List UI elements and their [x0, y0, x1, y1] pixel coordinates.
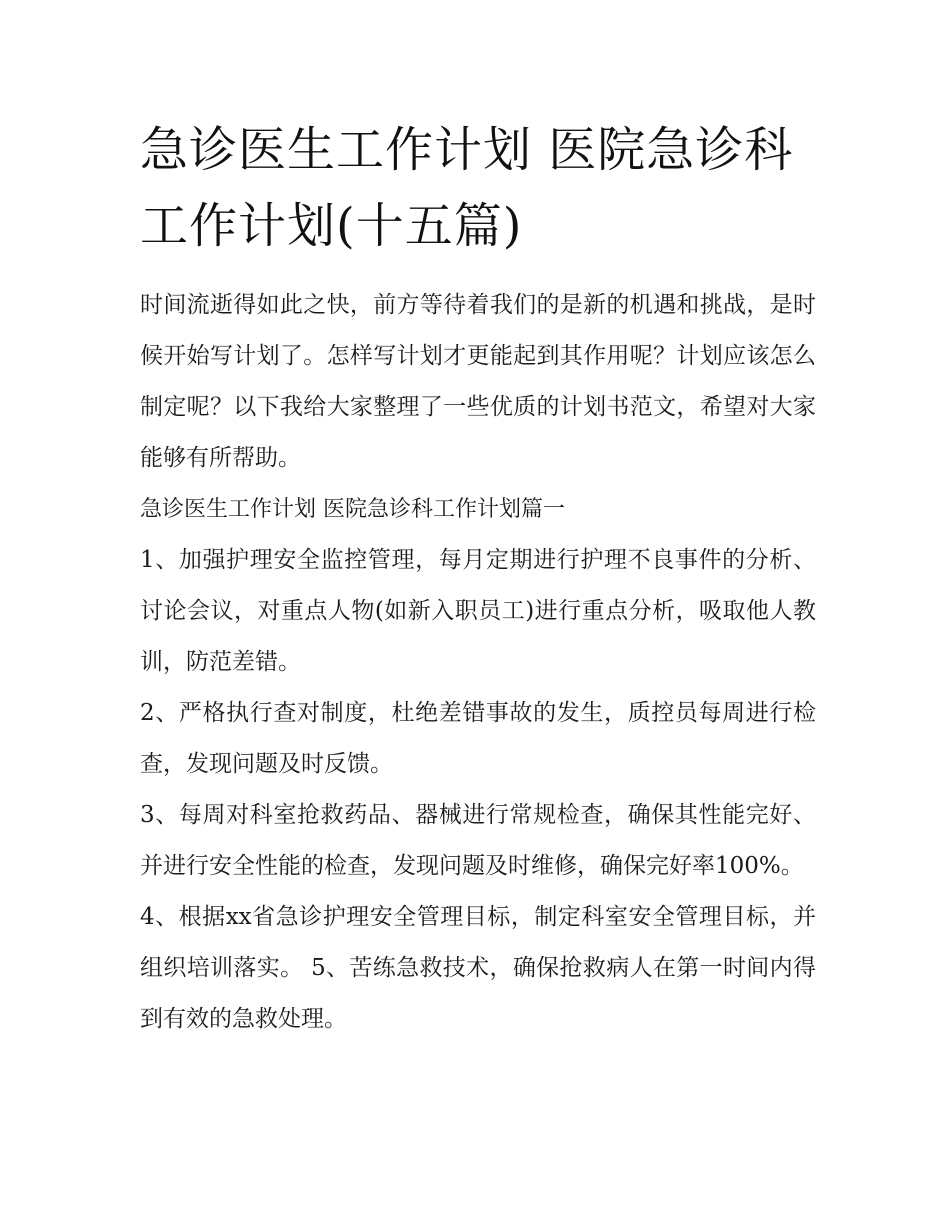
- intro-paragraph: 时间流逝得如此之快，前方等待着我们的是新的机遇和挑战，是时候开始写计划了。怎样写计划才更能起到其作用呢？计划应该怎么制定呢？以下我给大家整理了一些优质的计划书范文，希望对大家能够有所帮助。: [140, 292, 816, 471]
- document-title: 急诊医生工作计划 医院急诊科工作计划(十五篇): [140, 122, 794, 254]
- list-item: 4、根据xx省急诊护理安全管理目标，制定科室安全管理目标，并组织培训落实。 5、苦练急救技术，确保抢救病人在第一时间内得到有效的急救处理。: [140, 904, 816, 1032]
- document-page: [140, 112, 816, 1045]
- list-item: 3、每周对科室抢救药品、器械进行常规检查，确保其性能完好、并进行安全性能的检查，发现问题及时维修，确保完好率100%。: [140, 802, 816, 879]
- list-item: 2、严格执行查对制度，杜绝差错事故的发生，质控员每周进行检查，发现问题及时反馈。: [140, 700, 816, 777]
- list-item: 1、加强护理安全监控管理，每月定期进行护理不良事件的分析、讨论会议，对重点人物(如新入职员工)进行重点分析，吸取他人教训，防范差错。: [140, 547, 816, 675]
- section-heading: 急诊医生工作计划 医院急诊科工作计划篇一: [140, 497, 565, 522]
